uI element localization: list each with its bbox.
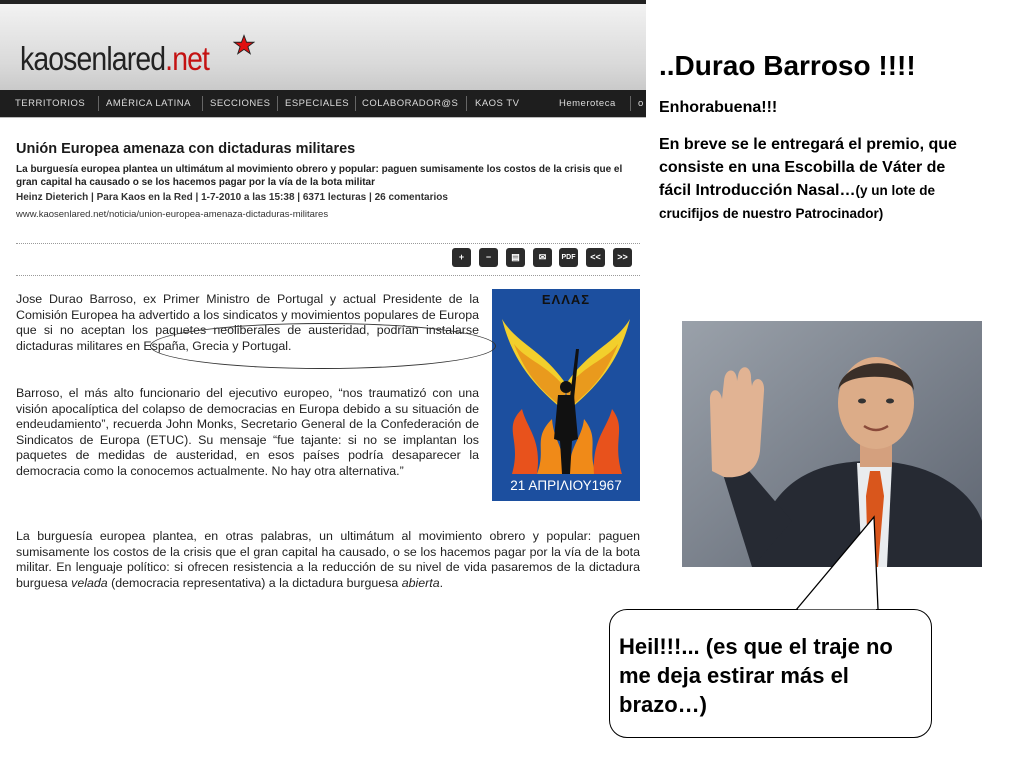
nav-item-america-latina[interactable]: AMÉRICA LATINA <box>106 98 191 109</box>
annotation-main-text: En breve se le entregará el premio, que consiste en una Escobilla de Váter de fácil Introducción Nasal… <box>659 136 957 199</box>
annotation-congrats: Enhorabuena!!! <box>659 99 778 116</box>
poster-top-text: ΕΛΛΑΣ <box>541 292 591 307</box>
emphasis-text: velada <box>71 575 108 590</box>
article-url[interactable]: www.kaosenlared.net/noticia/union-europea-amenaza-dictaduras-militares <box>16 209 329 220</box>
paragraph-text: (democracia representativa) a la dictadura burguesa <box>107 575 402 590</box>
nav-item-secciones[interactable]: SECCIONES <box>210 98 271 109</box>
email-icon[interactable]: ✉ <box>533 248 552 267</box>
nav-item-kaos-tv[interactable]: KAOS TV <box>475 98 520 109</box>
pdf-icon[interactable]: PDF <box>559 248 578 267</box>
article-headline[interactable]: Unión Europea amenaza con dictaduras militares <box>16 141 356 157</box>
nav-item-hemeroteca[interactable]: Hemeroteca <box>559 98 616 109</box>
zoom-in-icon[interactable]: + <box>452 248 471 267</box>
logo-text: kaosenlared <box>20 40 166 77</box>
nav-item-colaboradores[interactable]: COLABORADOR@S <box>362 98 459 109</box>
previous-icon[interactable]: << <box>586 248 605 267</box>
next-icon[interactable]: >> <box>613 248 632 267</box>
nav-item-truncated[interactable]: o <box>638 98 644 109</box>
nav-item-territorios[interactable]: TERRITORIOS <box>15 98 86 109</box>
print-icon[interactable]: ▤ <box>506 248 525 267</box>
article-subheading: La burguesía europea plantea un ultimátum al movimiento obrero y popular: paguen sumisamente los costos de la crisis que el gran capital ha causado o se los hacemos pagar por la vía de la bota militar <box>16 164 623 188</box>
annotation-title: ..Durao Barroso !!!! <box>659 50 916 81</box>
emphasis-text: abierta <box>401 575 440 590</box>
annotation-small-text: (y un lote de crucifijos de nuestro Patrocinador) <box>659 183 935 221</box>
nav-item-especiales[interactable]: ESPECIALES <box>285 98 350 109</box>
logo-suffix: .net <box>165 40 210 77</box>
article-paragraph-2: Barroso, el más alto funcionario del ejecutivo europeo, “nos traumatizó con una visión apocalíptica del colapso de democracias en Europa debido a su situación de endeudamiento”, recuerda John Monks, Secretario General de la Confederación de Sindicatos de Europa (ETUC). Su mensaje “fue tajante: si no se implantan los paquetes de medidas de austeridad, en esos países podría desaparecer la democracia como la conocemos actualmente. No hay otra alternativa.” <box>16 386 479 478</box>
article-paragraph-1: Jose Durao Barroso, ex Primer Ministro de Portugal y actual Presidente de la Comisión Europea ha advertido a los sindicatos y movimientos populares de Europa que si no aceptan los paquetes neoliberales de austeridad, podrían instalarse dictaduras militares en España, Grecia y Portugal. <box>16 292 479 353</box>
speech-bubble-text: Heil!!!... (es que el traje no me deja estirar más el brazo…) <box>619 634 893 717</box>
paragraph-text: La burguesía europea plantea, en otras palabras, un ultimátum al movimiento obrero y popular: paguen sumisamente los costos de la crisis que el gran capital ha causado, o se los hacemos pagar por la vía de la bota militar. En lenguaje político: si ofrecen resistencia a la reducción de su nivel de vida pasaremos de la dictadura burguesa <box>16 529 640 590</box>
poster-date-text: 21 ΑΠΡΙΛΙΟΥ1967 <box>510 478 622 493</box>
zoom-out-icon[interactable]: − <box>479 248 498 267</box>
article-byline: Heinz Dieterich | Para Kaos en la Red | 1-7-2010 a las 15:38 | 6371 lecturas | 26 comentarios <box>16 192 448 203</box>
paragraph-text: . <box>439 575 444 590</box>
